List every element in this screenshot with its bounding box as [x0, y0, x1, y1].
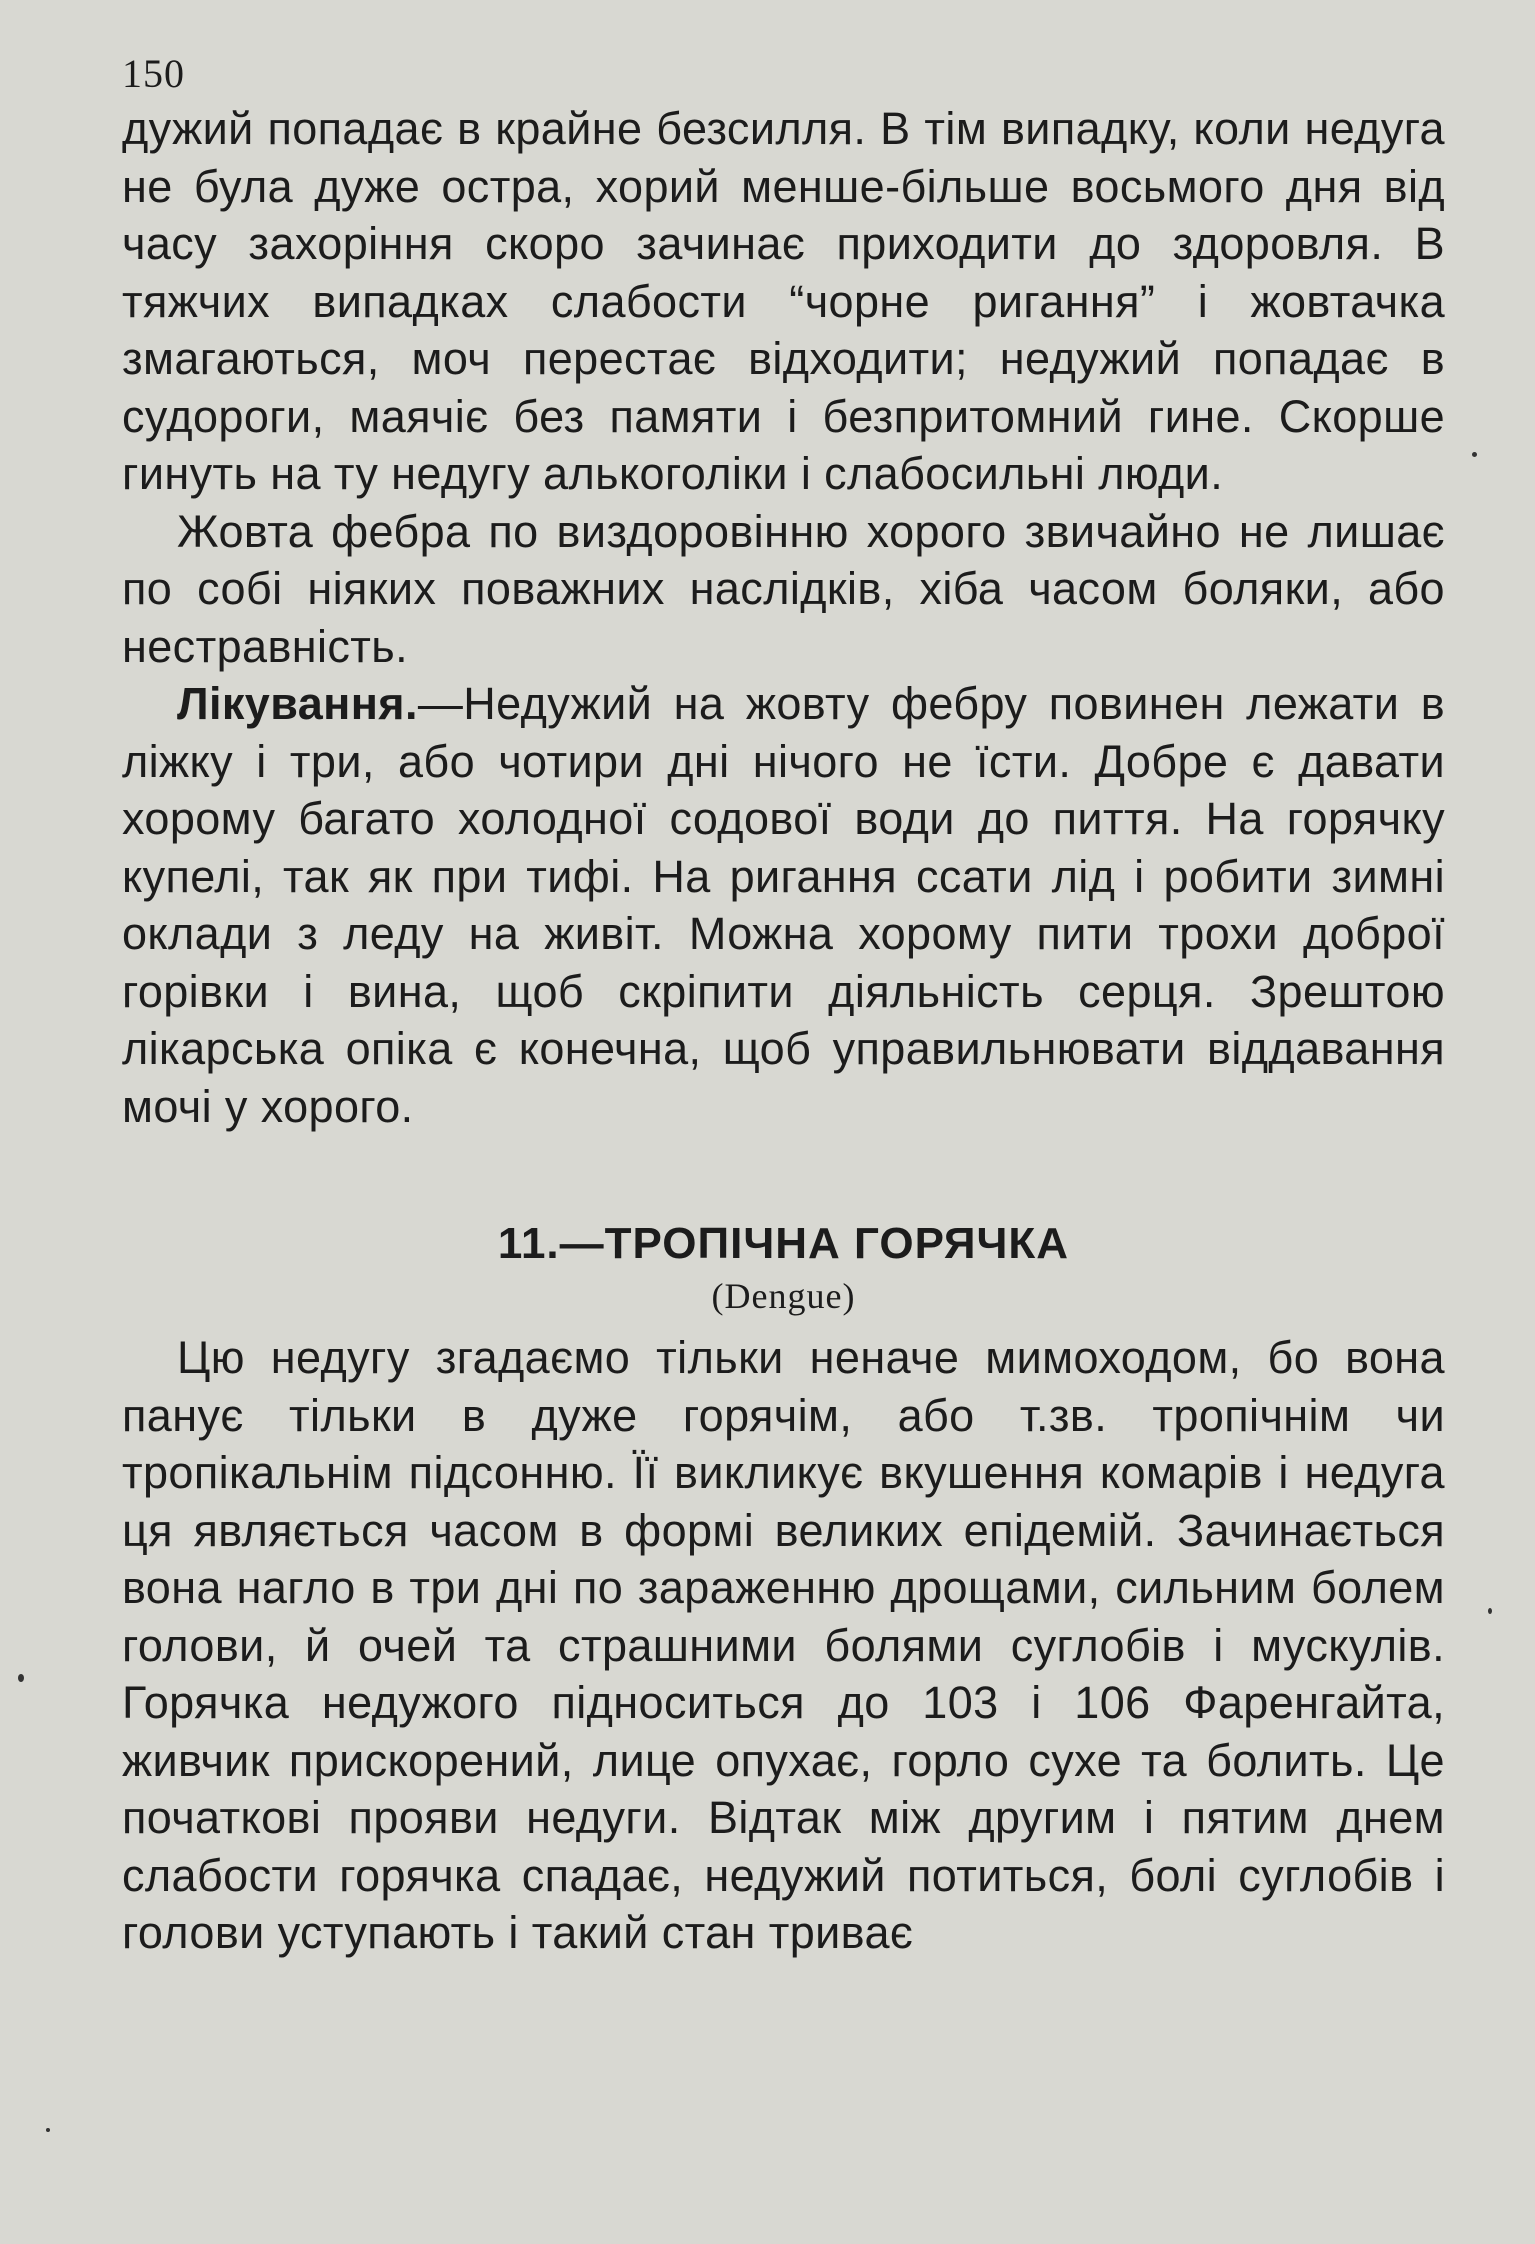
page-number: 150 — [122, 51, 185, 96]
dust-speck — [1488, 1608, 1492, 1614]
paragraph-2: Жовта фебра по виздоровінню хорого звичайно не лишає по собі ніяких поважних наслідків, хіба часом боляки, або нестравність. — [122, 505, 1445, 672]
treatment-heading: Лікування. — [177, 678, 418, 729]
dust-speck — [1472, 452, 1477, 457]
dust-speck — [18, 1674, 24, 1682]
dust-speck — [46, 2128, 50, 2132]
paragraph-4: Цю недугу згадаємо тільки неначе мимоходом, бо вона панує тільки в дуже горячім, або т.зв. тропічнім чи тропікальнім підсонню. Її викликує вкушення комарів і недуга ця являється часом в формі великих епідемій. Зачинається вона нагло в три дні по зараженню дрощами, сильним болем голови, й очей та страшними болями суглобів і мускулів. Горячка недужого підноситься до 103 і 106 Фаренгайта, живчик прискорений, лице опухає, горло сухе та болить. Це початкові прояви недуги. Відтак між другим і пятим днем слабости горячка спадає, недужий потиться, болі суглобів і голови уступають і такий стан триває — [122, 1332, 1445, 1958]
section-subtitle: (Dengue) — [711, 1276, 856, 1316]
treatment-text: —Недужий на жовту фебру повинен лежати в ліжку і три, або чотири дні нічого не їсти. Добре є давати хорому багато холодної содової води до пиття. На горячку купелі, так як при тифі. На ригання ссати лід і робити зимні оклади з леду на живіт. Можна хорому пити трохи доброї горівки і вина, щоб скріпити діяльність серця. Зрештою лікарська опіка є конечна, щоб управильнювати віддавання мочі у хорого. — [122, 678, 1445, 1132]
section-title: 11.—ТРОПІЧНА ГОРЯЧКА — [497, 1219, 1070, 1268]
paragraph-3 — [122, 675, 1445, 1135]
paragraph-1: дужий попадає в крайне безсилля. В тім випадку, коли недуга не була дуже остра, хорий менше-більше восьмого дня від часу захоріння скоро зачинає приходити до здоровля. В тяжчих випадках слабости “чорне ригання” і жовтачка змагаються, моч перестає відходити; недужий попадає в судороги, маячіє без памяти і безпритомний гине. Скорше гинуть на ту недугу алькоголіки і слабосильні люди. — [122, 103, 1445, 499]
